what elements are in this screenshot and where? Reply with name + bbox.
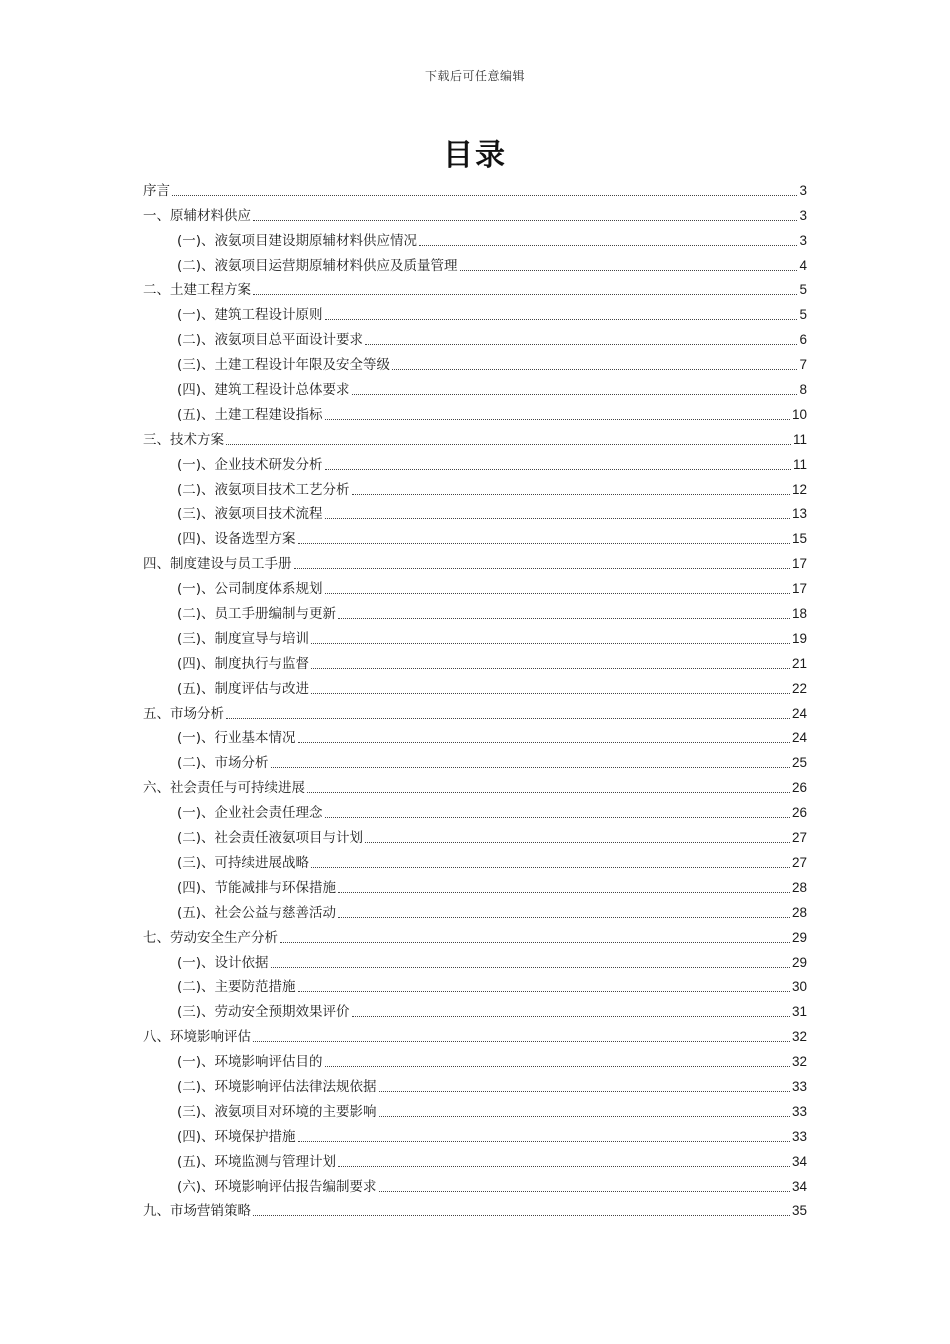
toc-entry-label: (一)、行业基本情况	[177, 730, 296, 747]
toc-dot-leader	[379, 1091, 790, 1092]
toc-page-number: 29	[791, 954, 807, 970]
toc-page-number: 15	[791, 531, 807, 547]
toc-entry-label: (二)、主要防范措施	[177, 979, 296, 996]
toc-dot-leader	[352, 394, 798, 395]
toc-page-number: 8	[799, 382, 807, 398]
toc-dot-leader	[325, 817, 790, 818]
toc-subsection-entry[interactable]	[143, 374, 807, 399]
toc-entry-label: (二)、液氨项目技术工艺分析	[177, 481, 350, 498]
toc-subsection-entry[interactable]	[143, 399, 807, 424]
toc-dot-leader	[253, 1041, 790, 1042]
toc-page-number: 22	[791, 680, 807, 696]
toc-dot-leader	[271, 767, 790, 768]
toc-page-number: 12	[791, 481, 807, 497]
toc-subsection-entry[interactable]	[143, 225, 807, 250]
toc-subsection-entry[interactable]	[143, 499, 807, 524]
toc-page-number: 11	[792, 431, 807, 447]
toc-page-number: 3	[799, 232, 807, 248]
toc-dot-leader	[325, 419, 790, 420]
toc-entry-label: (四)、环境保护措施	[177, 1128, 296, 1145]
toc-dot-leader	[338, 618, 790, 619]
toc-dot-leader	[311, 668, 790, 669]
toc-page-number: 28	[791, 904, 807, 920]
toc-dot-leader	[419, 245, 797, 246]
toc-subsection-entry[interactable]	[143, 847, 807, 872]
toc-entry-label: (二)、环境影响评估法律法规依据	[177, 1078, 377, 1095]
toc-dot-leader	[294, 568, 790, 569]
toc-dot-leader	[338, 1166, 790, 1167]
toc-dot-leader	[325, 518, 790, 519]
toc-dot-leader	[365, 842, 790, 843]
toc-section-entry[interactable]	[143, 772, 807, 797]
toc-entry-label: 七、劳动安全生产分析	[143, 929, 278, 946]
toc-entry-label: (二)、市场分析	[177, 755, 269, 772]
toc-page-number: 17	[791, 556, 807, 572]
toc-entry-label: 一、原辅材料供应	[143, 207, 251, 224]
toc-subsection-entry[interactable]	[143, 897, 807, 922]
toc-entry-label: (五)、制度评估与改进	[177, 680, 310, 697]
toc-section-entry[interactable]	[143, 200, 807, 225]
toc-subsection-entry[interactable]	[143, 747, 807, 772]
toc-entry-label: (一)、环境影响评估目的	[177, 1054, 323, 1071]
toc-entry-label: 六、社会责任与可持续进展	[143, 780, 305, 797]
toc-entry-label: (四)、设备选型方案	[177, 531, 296, 548]
toc-entry-label: (一)、设计依据	[177, 954, 269, 971]
toc-section-entry[interactable]	[143, 922, 807, 947]
toc-page-number: 10	[791, 406, 807, 422]
toc-entry-label: (四)、节能减排与环保措施	[177, 879, 337, 896]
toc-dot-leader	[338, 892, 790, 893]
toc-subsection-entry[interactable]	[143, 523, 807, 548]
toc-entry-label: (一)、企业社会责任理念	[177, 805, 323, 822]
toc-page-number: 11	[792, 456, 807, 472]
toc-subsection-entry[interactable]	[143, 996, 807, 1021]
toc-page-number: 6	[799, 332, 807, 348]
toc-page-number: 17	[791, 581, 807, 597]
toc-subsection-entry[interactable]	[143, 449, 807, 474]
toc-page-number: 33	[791, 1128, 807, 1144]
header-note: 下载后可任意编辑	[424, 69, 525, 83]
toc-page-number: 33	[791, 1078, 807, 1094]
toc-title: 目录	[443, 138, 507, 173]
toc-dot-leader	[365, 344, 797, 345]
toc-entry-label: (三)、液氨项目对环境的主要影响	[177, 1103, 377, 1120]
toc-dot-leader	[226, 444, 791, 445]
toc-entry-label: (五)、社会公益与慈善活动	[177, 904, 337, 921]
toc-subsection-entry[interactable]	[143, 723, 807, 748]
toc-page-number: 19	[791, 630, 807, 646]
toc-subsection-entry[interactable]	[143, 474, 807, 499]
toc-section-entry[interactable]	[143, 424, 807, 449]
toc-subsection-entry[interactable]	[143, 250, 807, 275]
toc-entry-label: (一)、企业技术研发分析	[177, 456, 323, 473]
toc-entry-label: 八、环境影响评估	[143, 1029, 251, 1046]
toc-subsection-entry[interactable]	[143, 648, 807, 673]
toc-page-number: 3	[799, 207, 807, 223]
toc-entry-label: (二)、员工手册编制与更新	[177, 606, 337, 623]
toc-subsection-entry[interactable]	[143, 872, 807, 897]
toc-entry-label: (三)、可持续进展战略	[177, 854, 310, 871]
toc-dot-leader	[253, 294, 797, 295]
toc-page-number: 27	[791, 830, 807, 846]
toc-dot-leader	[298, 1141, 790, 1142]
toc-page-number: 3	[799, 182, 807, 198]
toc-dot-leader	[253, 1215, 790, 1216]
toc-subsection-entry[interactable]	[143, 1146, 807, 1171]
toc-subsection-entry[interactable]	[143, 1071, 807, 1096]
toc-entry-label: 四、制度建设与员工手册	[143, 556, 292, 573]
toc-subsection-entry[interactable]	[143, 623, 807, 648]
toc-page-number: 18	[791, 606, 807, 622]
toc-entry-label: 九、市场营销策略	[143, 1203, 251, 1220]
toc-dot-leader	[325, 319, 798, 320]
toc-subsection-entry[interactable]	[143, 573, 807, 598]
toc-page-number: 24	[791, 705, 807, 721]
toc-page-number: 13	[791, 506, 807, 522]
toc-dot-leader	[460, 270, 798, 271]
toc-page-number: 26	[791, 780, 807, 796]
toc-dot-leader	[311, 643, 790, 644]
toc-page-number: 30	[791, 979, 807, 995]
toc-dot-leader	[280, 942, 790, 943]
toc-dot-leader	[298, 991, 790, 992]
toc-dot-leader	[352, 1016, 790, 1017]
toc-page-number: 4	[799, 257, 807, 273]
toc-entry-label: (三)、液氨项目技术流程	[177, 506, 323, 523]
toc-section-entry[interactable]	[143, 1021, 807, 1046]
toc-subsection-entry[interactable]	[143, 972, 807, 997]
toc-entry-label: (五)、土建工程建设指标	[177, 406, 323, 423]
toc-entry-label: 序言	[143, 182, 170, 199]
toc-subsection-entry[interactable]	[143, 822, 807, 847]
toc-dot-leader	[226, 718, 790, 719]
toc-section-entry[interactable]	[143, 698, 807, 723]
toc-dot-leader	[253, 220, 797, 221]
toc-entry-label: 五、市场分析	[143, 705, 224, 722]
toc-dot-leader	[298, 742, 790, 743]
toc-entry-label: (二)、液氨项目总平面设计要求	[177, 332, 364, 349]
toc-subsection-entry[interactable]	[143, 947, 807, 972]
toc-page-number: 28	[791, 879, 807, 895]
toc-page-number: 34	[791, 1153, 807, 1169]
toc-entry-label: (四)、制度执行与监督	[177, 655, 310, 672]
toc-page-number: 5	[799, 307, 807, 323]
toc-dot-leader	[311, 693, 790, 694]
toc-dot-leader	[338, 917, 790, 918]
toc-entry-label: 二、土建工程方案	[143, 282, 251, 299]
toc-subsection-entry[interactable]	[143, 1171, 807, 1196]
toc-page-number: 33	[791, 1103, 807, 1119]
toc-page-number: 24	[791, 730, 807, 746]
toc-section-entry[interactable]	[143, 1196, 807, 1221]
toc-page-number: 29	[791, 929, 807, 945]
toc-subsection-entry[interactable]	[143, 1096, 807, 1121]
toc-dot-leader	[392, 369, 797, 370]
toc-section-entry[interactable]	[143, 275, 807, 300]
toc-dot-leader	[172, 195, 797, 196]
toc-subsection-entry[interactable]	[143, 324, 807, 349]
toc-entry-label: (一)、液氨项目建设期原辅材料供应情况	[177, 232, 418, 249]
toc-page-number: 31	[791, 1004, 807, 1020]
toc-page-number: 7	[799, 357, 807, 373]
toc-page-number: 32	[791, 1029, 807, 1045]
toc-entry-label: (三)、制度宣导与培训	[177, 630, 310, 647]
toc-dot-leader	[271, 967, 790, 968]
toc-dot-leader	[352, 494, 790, 495]
toc-entry-label: (二)、液氨项目运营期原辅材料供应及质量管理	[177, 257, 458, 274]
toc-dot-leader	[379, 1116, 790, 1117]
toc-entry-label: (三)、土建工程设计年限及安全等级	[177, 357, 391, 374]
toc-page-number: 5	[799, 282, 807, 298]
toc-section-entry[interactable]	[143, 548, 807, 573]
toc-entry-label: (一)、建筑工程设计原则	[177, 307, 323, 324]
toc-subsection-entry[interactable]	[143, 1121, 807, 1146]
toc-dot-leader	[379, 1191, 790, 1192]
toc-page-number: 26	[791, 805, 807, 821]
toc-subsection-entry[interactable]	[143, 673, 807, 698]
toc-dot-leader	[325, 1066, 790, 1067]
toc-subsection-entry[interactable]	[143, 299, 807, 324]
toc-dot-leader	[311, 867, 790, 868]
toc-page-number: 34	[791, 1178, 807, 1194]
toc-entry-label: (五)、环境监测与管理计划	[177, 1153, 337, 1170]
toc-subsection-entry[interactable]	[143, 797, 807, 822]
toc-page-number: 35	[791, 1203, 807, 1219]
toc-list	[143, 175, 807, 1220]
toc-dot-leader	[325, 469, 791, 470]
toc-page-number: 21	[791, 655, 807, 671]
toc-entry-label: 三、技术方案	[143, 431, 224, 448]
toc-entry-label: (三)、劳动安全预期效果评价	[177, 1004, 350, 1021]
toc-page-number: 32	[791, 1054, 807, 1070]
toc-entry-label: (二)、社会责任液氨项目与计划	[177, 830, 364, 847]
toc-page-number: 25	[791, 755, 807, 771]
toc-subsection-entry[interactable]	[143, 598, 807, 623]
toc-subsection-entry[interactable]	[143, 349, 807, 374]
toc-subsection-entry[interactable]	[143, 1046, 807, 1071]
toc-dot-leader	[307, 792, 790, 793]
toc-dot-leader	[298, 543, 790, 544]
toc-section-entry[interactable]	[143, 175, 807, 200]
toc-entry-label: (六)、环境影响评估报告编制要求	[177, 1178, 377, 1195]
toc-page-number: 27	[791, 854, 807, 870]
toc-dot-leader	[325, 593, 790, 594]
toc-entry-label: (一)、公司制度体系规划	[177, 581, 323, 598]
toc-entry-label: (四)、建筑工程设计总体要求	[177, 382, 350, 399]
